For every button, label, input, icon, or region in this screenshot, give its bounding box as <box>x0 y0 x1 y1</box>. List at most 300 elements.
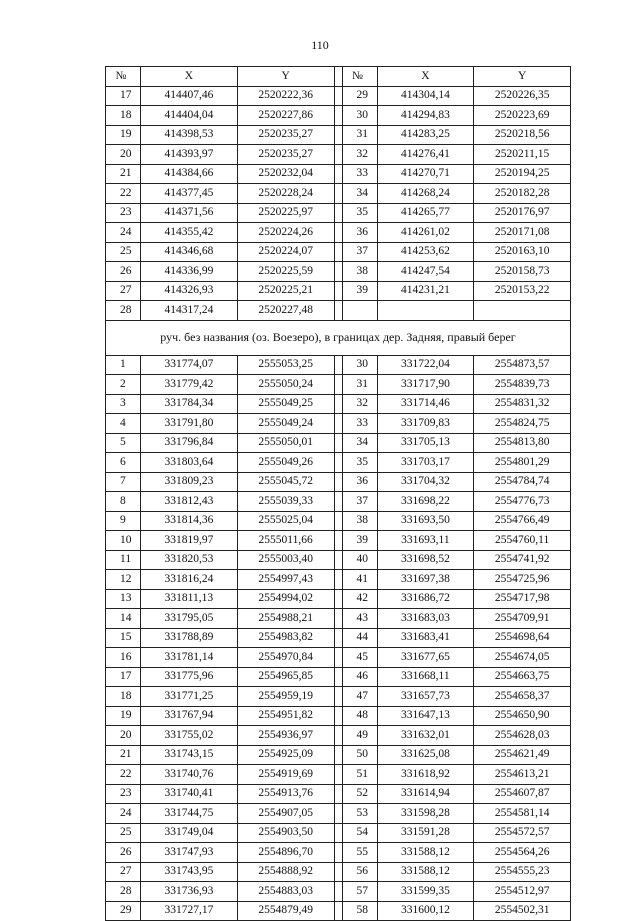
column-gap <box>334 901 342 921</box>
point-number: 37 <box>342 492 377 512</box>
coord-x: 331779,42 <box>141 375 238 395</box>
column-gap <box>334 301 342 321</box>
table-row <box>106 531 571 551</box>
coord-y: 2555039,33 <box>237 492 334 512</box>
table-row <box>106 262 571 282</box>
coord-y: 2554766,49 <box>474 511 571 531</box>
page-number: 110 <box>311 38 329 52</box>
coord-x: 331599,35 <box>377 882 474 902</box>
point-number: 29 <box>106 901 141 921</box>
column-gap <box>334 492 342 512</box>
coord-x: 331755,02 <box>141 726 238 746</box>
point-number: 32 <box>342 145 377 165</box>
coord-y: 2555049,25 <box>237 394 334 414</box>
coord-x: 331788,89 <box>141 628 238 648</box>
coord-y: 2554925,09 <box>237 745 334 765</box>
coord-x: 331775,96 <box>141 667 238 687</box>
coord-y: 2555050,01 <box>237 433 334 453</box>
table-row <box>106 726 571 746</box>
coord-y: 2554994,02 <box>237 589 334 609</box>
point-number: 50 <box>342 745 377 765</box>
table-row <box>106 628 571 648</box>
coord-x: 331819,97 <box>141 531 238 551</box>
point-number: 25 <box>106 823 141 843</box>
coord-y: 2554839,73 <box>474 375 571 395</box>
coord-y: 2554888,92 <box>237 862 334 882</box>
point-number: 49 <box>342 726 377 746</box>
column-gap <box>334 687 342 707</box>
table-row <box>106 375 571 395</box>
column-gap <box>334 472 342 492</box>
coord-x: 331736,93 <box>141 882 238 902</box>
coord-x: 414346,68 <box>141 242 238 262</box>
column-gap <box>334 667 342 687</box>
coord-x: 331709,83 <box>377 414 474 434</box>
coord-x: 414404,04 <box>141 106 238 126</box>
coord-y: 2555025,04 <box>237 511 334 531</box>
point-number: 24 <box>106 223 141 243</box>
point-number: 51 <box>342 765 377 785</box>
coord-x: 414384,66 <box>141 164 238 184</box>
point-number: 17 <box>106 667 141 687</box>
coord-x: 331781,14 <box>141 648 238 668</box>
coord-x: 414261,02 <box>377 223 474 243</box>
coord-x: 331668,11 <box>377 667 474 687</box>
coord-x: 331727,17 <box>141 901 238 921</box>
coord-x: 414398,53 <box>141 125 238 145</box>
coord-y: 2520222,36 <box>237 86 334 106</box>
point-number: 7 <box>106 472 141 492</box>
table-row <box>106 203 571 223</box>
table-row <box>106 667 571 687</box>
coord-x: 331632,01 <box>377 726 474 746</box>
coord-y: 2554997,43 <box>237 570 334 590</box>
coord-x: 331677,65 <box>377 648 474 668</box>
table-row <box>106 745 571 765</box>
coord-x: 414253,62 <box>377 242 474 262</box>
point-number: 20 <box>106 726 141 746</box>
table-row <box>106 145 571 165</box>
coord-y: 2554919,69 <box>237 765 334 785</box>
point-number: 35 <box>342 453 377 473</box>
coord-x: 331717,90 <box>377 375 474 395</box>
coord-y: 2554983,82 <box>237 628 334 648</box>
coord-y: 2554784,74 <box>474 472 571 492</box>
column-gap <box>334 145 342 165</box>
header-no: № <box>106 67 141 87</box>
point-number: 12 <box>106 570 141 590</box>
coord-x: 331812,43 <box>141 492 238 512</box>
point-number: 28 <box>106 301 141 321</box>
coord-x: 331784,34 <box>141 394 238 414</box>
coord-y: 2554564,26 <box>474 843 571 863</box>
column-gap <box>334 628 342 648</box>
coord-x: 414407,46 <box>141 86 238 106</box>
coord-y: 2520227,48 <box>237 301 334 321</box>
coord-x: 331614,94 <box>377 784 474 804</box>
header-y: Y <box>237 67 334 87</box>
point-number: 52 <box>342 784 377 804</box>
point-number: 25 <box>106 242 141 262</box>
table-row <box>106 843 571 863</box>
point-number: 6 <box>106 453 141 473</box>
point-number: 38 <box>342 262 377 282</box>
point-number: 56 <box>342 862 377 882</box>
coord-y: 2520225,97 <box>237 203 334 223</box>
column-gap <box>334 86 342 106</box>
column-gap <box>334 511 342 531</box>
point-number: 2 <box>106 375 141 395</box>
table-row <box>106 901 571 921</box>
point-number: 21 <box>106 164 141 184</box>
column-gap <box>334 433 342 453</box>
coord-x: 331820,53 <box>141 550 238 570</box>
coord-y: 2520235,27 <box>237 145 334 165</box>
point-number: 31 <box>342 375 377 395</box>
point-number: 22 <box>106 184 141 204</box>
point-number: 41 <box>342 570 377 590</box>
header-x: X <box>141 67 238 87</box>
table-row <box>106 394 571 414</box>
coord-y: 2554628,03 <box>474 726 571 746</box>
point-number: 57 <box>342 882 377 902</box>
table-row <box>106 301 571 321</box>
table-row <box>106 355 571 375</box>
coord-x: 331803,64 <box>141 453 238 473</box>
column-gap <box>334 589 342 609</box>
coord-x: 331811,13 <box>141 589 238 609</box>
point-number: 13 <box>106 589 141 609</box>
coord-x: 414294,83 <box>377 106 474 126</box>
column-gap <box>334 570 342 590</box>
table-row <box>106 687 571 707</box>
table-row <box>106 433 571 453</box>
coord-x: 331714,46 <box>377 394 474 414</box>
coord-x: 331722,04 <box>377 355 474 375</box>
coord-y: 2554824,75 <box>474 414 571 434</box>
point-number: 29 <box>342 86 377 106</box>
column-gap <box>334 106 342 126</box>
table-row <box>106 492 571 512</box>
column-gap <box>334 823 342 843</box>
coord-y: 2520235,27 <box>237 125 334 145</box>
coord-y: 2554936,97 <box>237 726 334 746</box>
table-row <box>106 609 571 629</box>
coord-x <box>377 301 474 321</box>
point-number: 30 <box>342 355 377 375</box>
coord-y: 2554959,19 <box>237 687 334 707</box>
coord-y: 2555049,26 <box>237 453 334 473</box>
point-number: 8 <box>106 492 141 512</box>
column-gap <box>334 726 342 746</box>
coord-y: 2554907,05 <box>237 804 334 824</box>
table-row <box>106 106 571 126</box>
coord-x: 331791,80 <box>141 414 238 434</box>
table-row <box>106 414 571 434</box>
coord-x: 331705,13 <box>377 433 474 453</box>
column-gap <box>334 765 342 785</box>
coord-y: 2520211,15 <box>474 145 571 165</box>
coord-y: 2554913,76 <box>237 784 334 804</box>
coord-y: 2554709,91 <box>474 609 571 629</box>
column-gap <box>334 262 342 282</box>
table-row <box>106 589 571 609</box>
coord-x: 331703,17 <box>377 453 474 473</box>
coord-y: 2554965,85 <box>237 667 334 687</box>
coord-y: 2554879,49 <box>237 901 334 921</box>
column-gap <box>334 414 342 434</box>
coord-y: 2520171,08 <box>474 223 571 243</box>
coord-y: 2554896,70 <box>237 843 334 863</box>
point-number: 18 <box>106 687 141 707</box>
point-number: 21 <box>106 745 141 765</box>
point-number: 32 <box>342 394 377 414</box>
coord-y: 2554951,82 <box>237 706 334 726</box>
coord-y: 2554813,80 <box>474 433 571 453</box>
point-number: 43 <box>342 609 377 629</box>
point-number: 14 <box>106 609 141 629</box>
point-number: 35 <box>342 203 377 223</box>
coord-y: 2554717,98 <box>474 589 571 609</box>
coord-y: 2555053,25 <box>237 355 334 375</box>
coord-y: 2520226,35 <box>474 86 571 106</box>
table-row <box>106 765 571 785</box>
coord-y: 2554658,37 <box>474 687 571 707</box>
coord-x: 414355,42 <box>141 223 238 243</box>
coord-x: 414268,24 <box>377 184 474 204</box>
point-number: 55 <box>342 843 377 863</box>
point-number: 31 <box>342 125 377 145</box>
point-number: 27 <box>106 281 141 301</box>
table-row <box>106 125 571 145</box>
table-header-row <box>106 67 571 87</box>
coord-x: 331625,08 <box>377 745 474 765</box>
coord-y: 2554776,73 <box>474 492 571 512</box>
coord-y: 2554873,57 <box>474 355 571 375</box>
coord-x: 331744,75 <box>141 804 238 824</box>
point-number: 54 <box>342 823 377 843</box>
point-number: 16 <box>106 648 141 668</box>
coord-x: 331693,11 <box>377 531 474 551</box>
coord-x: 331693,50 <box>377 511 474 531</box>
coord-x: 331698,52 <box>377 550 474 570</box>
coord-x: 414270,71 <box>377 164 474 184</box>
coord-y: 2554613,21 <box>474 765 571 785</box>
table-row <box>106 223 571 243</box>
coord-y: 2554725,96 <box>474 570 571 590</box>
section-row <box>106 320 571 355</box>
coord-y: 2554760,11 <box>474 531 571 551</box>
coord-y: 2555003,40 <box>237 550 334 570</box>
coord-y: 2520224,26 <box>237 223 334 243</box>
point-number: 4 <box>106 414 141 434</box>
point-number: 38 <box>342 511 377 531</box>
coord-x: 331598,28 <box>377 804 474 824</box>
coord-x: 331740,76 <box>141 765 238 785</box>
coord-y: 2520228,24 <box>237 184 334 204</box>
coord-x: 331591,28 <box>377 823 474 843</box>
coord-x: 331795,05 <box>141 609 238 629</box>
coord-y: 2555045,72 <box>237 472 334 492</box>
column-gap <box>334 862 342 882</box>
coord-x: 331618,92 <box>377 765 474 785</box>
coord-x: 331740,41 <box>141 784 238 804</box>
coord-x: 331796,84 <box>141 433 238 453</box>
table-row <box>106 570 571 590</box>
coord-y: 2554831,32 <box>474 394 571 414</box>
coord-x: 414231,21 <box>377 281 474 301</box>
coord-y: 2520153,22 <box>474 281 571 301</box>
coord-x: 331814,36 <box>141 511 238 531</box>
coord-y: 2554970,84 <box>237 648 334 668</box>
coord-x: 331697,38 <box>377 570 474 590</box>
table-row <box>106 882 571 902</box>
point-number: 5 <box>106 433 141 453</box>
point-number: 23 <box>106 203 141 223</box>
coord-x: 414317,24 <box>141 301 238 321</box>
coord-x: 331588,12 <box>377 862 474 882</box>
coord-y: 2520182,28 <box>474 184 571 204</box>
coord-y: 2520232,04 <box>237 164 334 184</box>
point-number: 33 <box>342 164 377 184</box>
table-row <box>106 784 571 804</box>
coord-y: 2555050,24 <box>237 375 334 395</box>
coord-y: 2554621,49 <box>474 745 571 765</box>
coord-x: 331683,03 <box>377 609 474 629</box>
table-row <box>106 550 571 570</box>
coord-y: 2554581,14 <box>474 804 571 824</box>
coord-y: 2554698,64 <box>474 628 571 648</box>
column-gap <box>334 550 342 570</box>
column-gap <box>334 394 342 414</box>
coord-y: 2520227,86 <box>237 106 334 126</box>
column-gap <box>334 184 342 204</box>
point-number: 58 <box>342 901 377 921</box>
coord-x: 331698,22 <box>377 492 474 512</box>
point-number: 17 <box>106 86 141 106</box>
coord-x: 331816,24 <box>141 570 238 590</box>
column-gap <box>334 203 342 223</box>
point-number: 11 <box>106 550 141 570</box>
coord-y: 2520224,07 <box>237 242 334 262</box>
coord-x: 414371,56 <box>141 203 238 223</box>
coord-y: 2554502,31 <box>474 901 571 921</box>
point-number <box>342 301 377 321</box>
point-number: 47 <box>342 687 377 707</box>
coord-x: 414377,45 <box>141 184 238 204</box>
coord-x: 331747,93 <box>141 843 238 863</box>
column-gap <box>334 125 342 145</box>
point-number: 9 <box>106 511 141 531</box>
column-gap <box>334 453 342 473</box>
coord-x: 331588,12 <box>377 843 474 863</box>
table-row <box>106 706 571 726</box>
point-number: 33 <box>342 414 377 434</box>
header-y-right: Y <box>474 67 571 87</box>
column-gap <box>334 355 342 375</box>
coord-x: 414283,25 <box>377 125 474 145</box>
coord-y: 2520218,56 <box>474 125 571 145</box>
coord-y <box>474 301 571 321</box>
coord-y: 2520158,73 <box>474 262 571 282</box>
column-gap <box>334 784 342 804</box>
coord-x: 331774,07 <box>141 355 238 375</box>
coord-y: 2520225,59 <box>237 262 334 282</box>
point-number: 15 <box>106 628 141 648</box>
point-number: 39 <box>342 281 377 301</box>
column-gap <box>334 843 342 863</box>
column-gap <box>334 745 342 765</box>
coord-y: 2554801,29 <box>474 453 571 473</box>
coord-y: 2520223,69 <box>474 106 571 126</box>
point-number: 19 <box>106 706 141 726</box>
point-number: 26 <box>106 262 141 282</box>
column-gap <box>334 281 342 301</box>
table-row <box>106 242 571 262</box>
table-row <box>106 86 571 106</box>
coord-x: 414336,99 <box>141 262 238 282</box>
point-number: 34 <box>342 433 377 453</box>
point-number: 1 <box>106 355 141 375</box>
coord-x: 331771,25 <box>141 687 238 707</box>
coord-x: 331647,13 <box>377 706 474 726</box>
table-row <box>106 472 571 492</box>
coordinates-table <box>105 66 571 921</box>
table-row <box>106 453 571 473</box>
table-row <box>106 862 571 882</box>
table-row <box>106 511 571 531</box>
coord-y: 2554607,87 <box>474 784 571 804</box>
point-number: 22 <box>106 765 141 785</box>
header-no-right: № <box>342 67 377 87</box>
point-number: 30 <box>342 106 377 126</box>
point-number: 28 <box>106 882 141 902</box>
point-number: 39 <box>342 531 377 551</box>
table-row <box>106 281 571 301</box>
point-number: 40 <box>342 550 377 570</box>
point-number: 27 <box>106 862 141 882</box>
coord-y: 2554674,05 <box>474 648 571 668</box>
point-number: 53 <box>342 804 377 824</box>
column-gap <box>334 164 342 184</box>
table-row <box>106 823 571 843</box>
column-gap <box>334 223 342 243</box>
coord-x: 331767,94 <box>141 706 238 726</box>
coord-x: 414265,77 <box>377 203 474 223</box>
header-x-right: X <box>377 67 474 87</box>
column-gap <box>334 706 342 726</box>
coord-x: 331743,15 <box>141 745 238 765</box>
coord-y: 2554572,57 <box>474 823 571 843</box>
column-gap <box>334 67 342 87</box>
coord-y: 2520176,97 <box>474 203 571 223</box>
point-number: 44 <box>342 628 377 648</box>
column-gap <box>334 375 342 395</box>
coord-x: 331686,72 <box>377 589 474 609</box>
coord-y: 2520194,25 <box>474 164 571 184</box>
coord-x: 331657,73 <box>377 687 474 707</box>
coord-x: 331749,04 <box>141 823 238 843</box>
coord-y: 2520225,21 <box>237 281 334 301</box>
coord-x: 331704,32 <box>377 472 474 492</box>
coord-x: 331809,23 <box>141 472 238 492</box>
point-number: 36 <box>342 223 377 243</box>
coord-y: 2554663,75 <box>474 667 571 687</box>
coord-x: 414247,54 <box>377 262 474 282</box>
point-number: 45 <box>342 648 377 668</box>
point-number: 42 <box>342 589 377 609</box>
column-gap <box>334 242 342 262</box>
